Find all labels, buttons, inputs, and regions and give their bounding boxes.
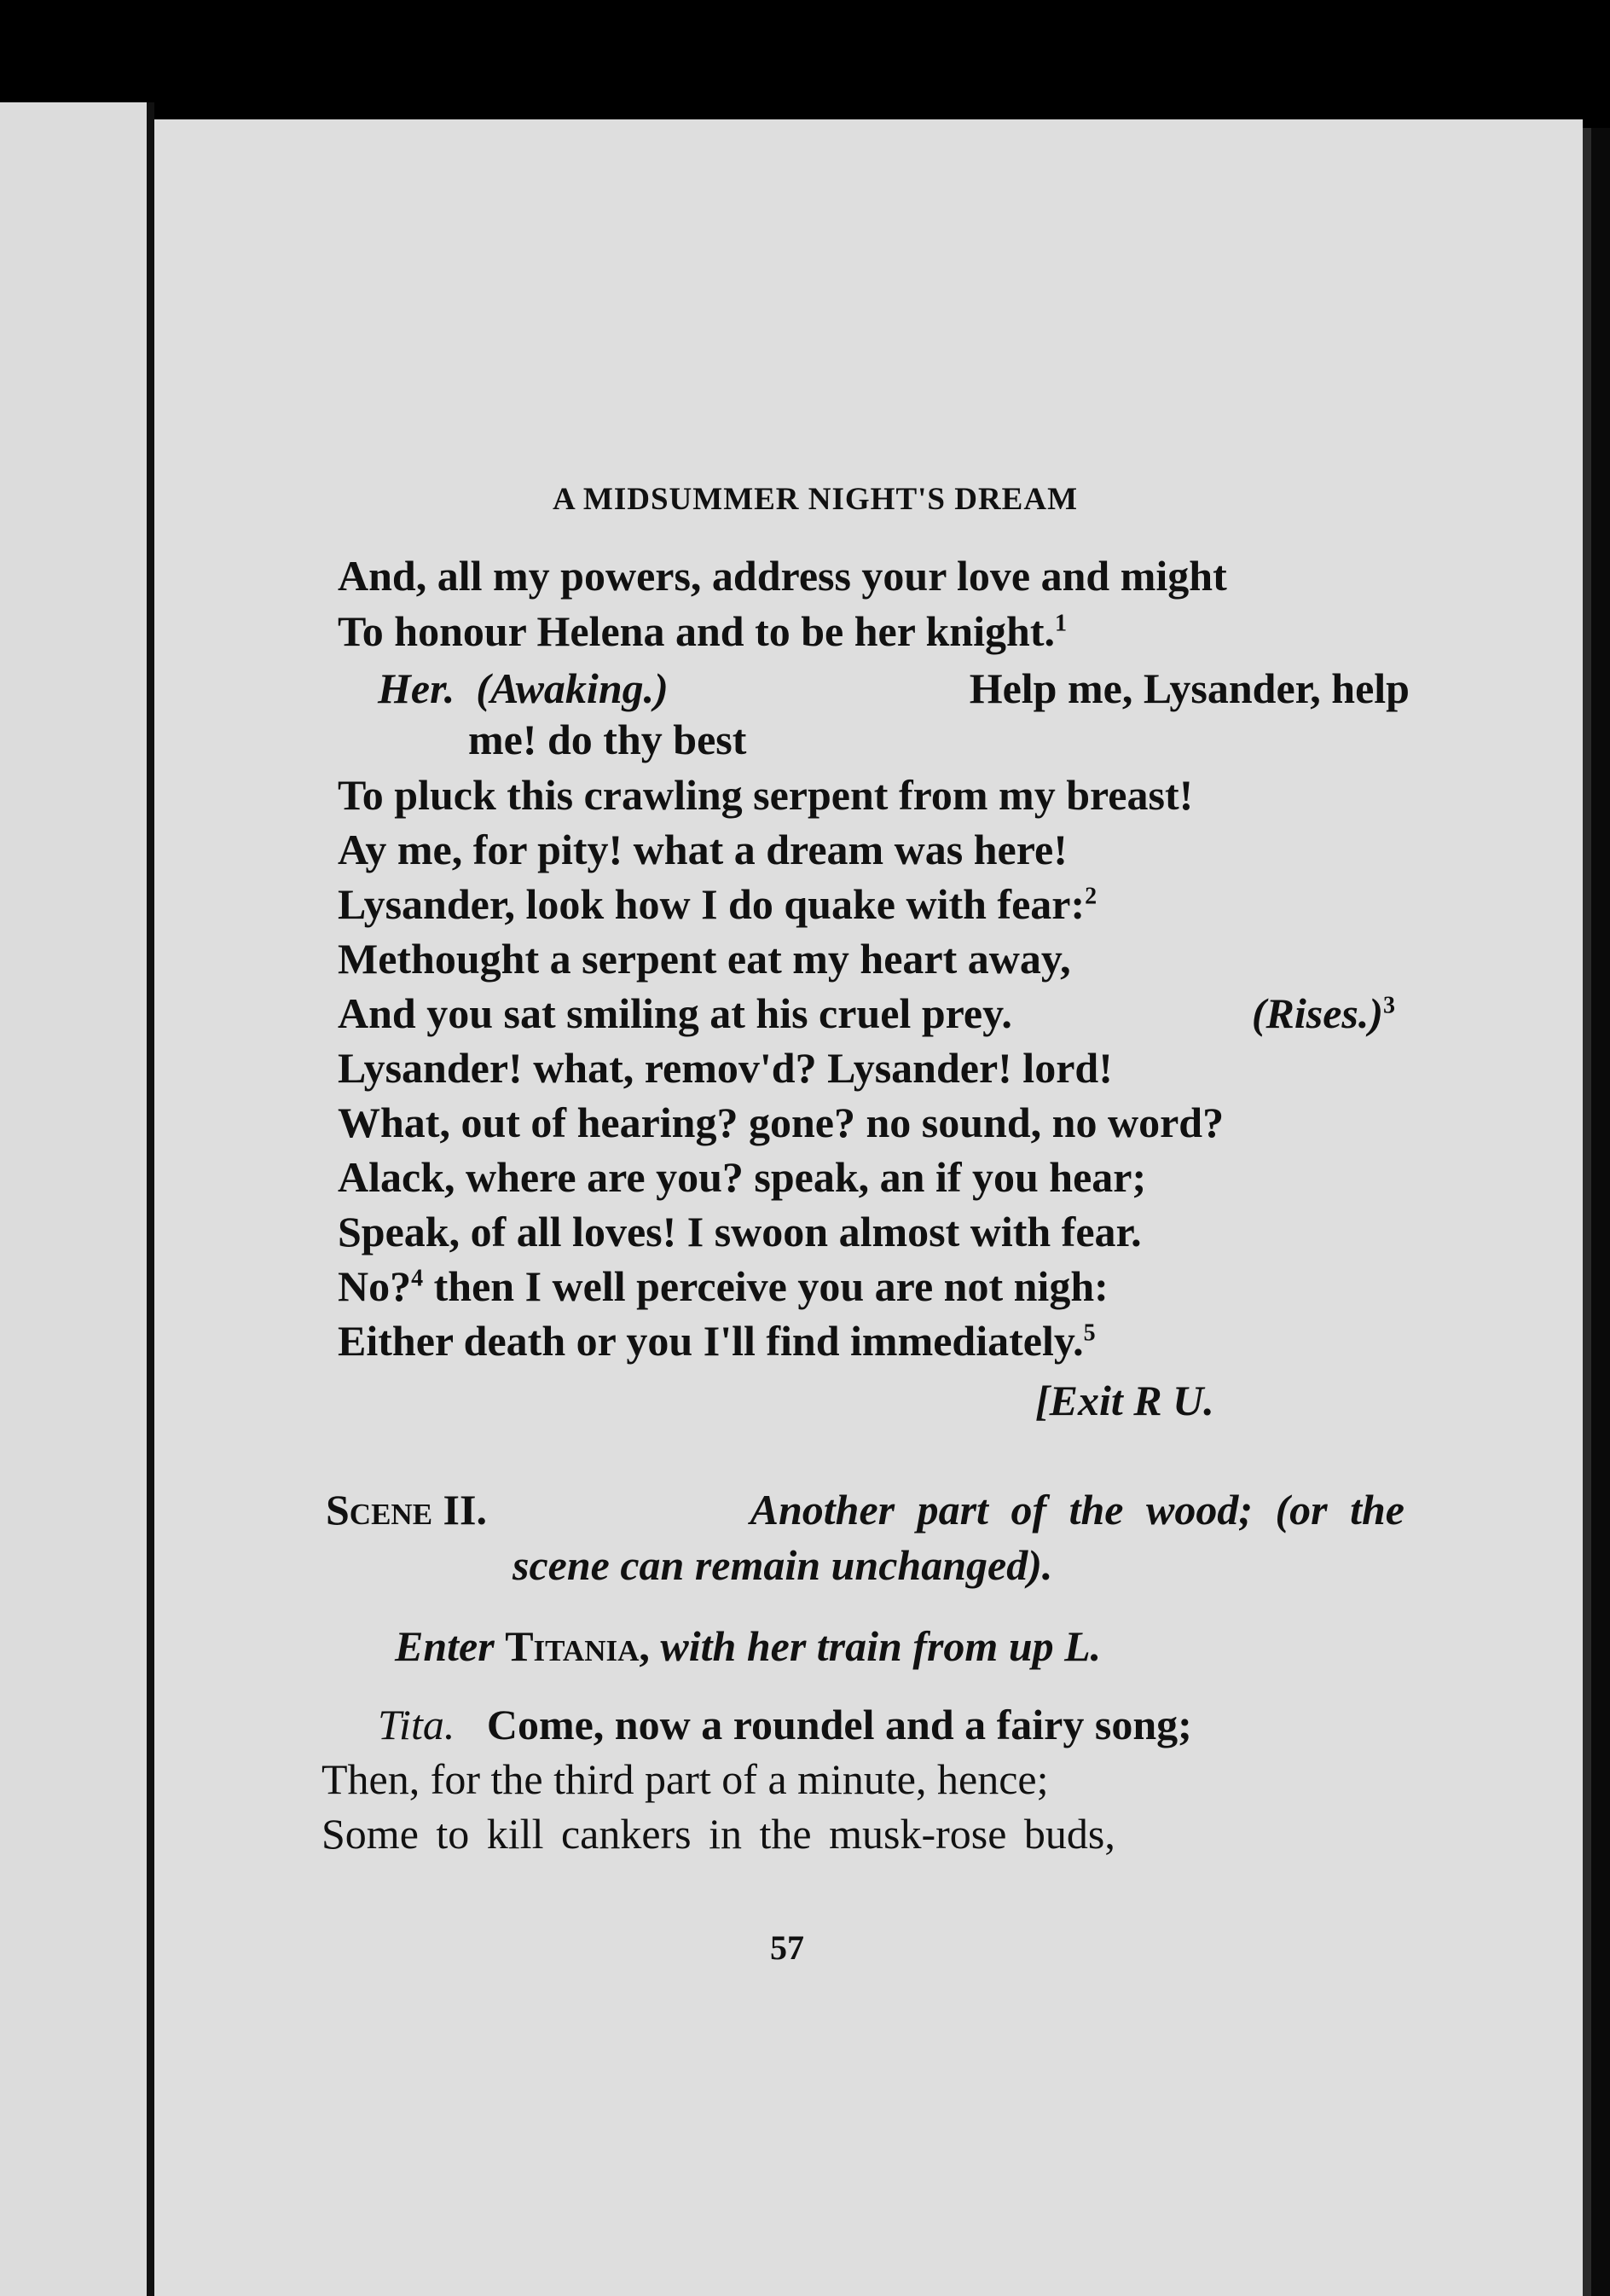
verse-line: me! do thy best (468, 716, 747, 763)
stage-direction: (Awaking.) (476, 664, 669, 712)
stage-direction: (Rises.) (1251, 989, 1383, 1037)
verse-line: And you sat smiling at his cruel prey. (Rises.)$^3$ (338, 989, 1395, 1037)
gutter-shadow (147, 102, 154, 2296)
verse-line: Either death or you I'll find immediately.$^5$ (338, 1317, 1096, 1365)
facing-page-edge (0, 102, 147, 2296)
character-name: Titania, (505, 1622, 650, 1670)
footnote-marker: 3 (1383, 992, 1395, 1019)
verse-line: Alack, where are you? speak, an if you hear; (338, 1153, 1147, 1201)
verse-line: Lysander! what, remov'd? Lysander! lord! (338, 1044, 1113, 1092)
footnote-marker: 1 (1054, 610, 1067, 637)
scene-label: Scene II. (326, 1486, 487, 1534)
scene-heading (326, 1484, 1404, 1535)
speech-line: Her. (Awaking.) Help me, Lysander, help (378, 664, 1410, 712)
page-edge-shadow (1583, 128, 1591, 2296)
verse-line: And, all my powers, address your love and might (338, 552, 1227, 600)
running-head: A MIDSUMMER NIGHT'S DREAM (553, 482, 1078, 517)
verse-line: What, out of hearing? gone? no sound, no word? (338, 1099, 1225, 1146)
verse-line: Ay me, for pity! what a dream was here! (338, 826, 1068, 873)
speech-line: Tita. Come, now a roundel and a fairy song; (378, 1701, 1192, 1748)
verse-line: To honour Helena and to be her knight.$^1$ (338, 607, 1067, 655)
scene-description-cont: scene can remain unchanged). (513, 1541, 1053, 1589)
verse-line: Lysander, look how I do quake with fear:$^2$ (338, 880, 1097, 928)
book-page (154, 119, 1583, 2296)
scene-description: Another part of the wood; (or the (750, 1486, 1404, 1534)
exit-direction: [Exit R U. (1035, 1377, 1214, 1424)
page-number: 57 (770, 1928, 804, 1967)
scan-border (1591, 128, 1610, 2296)
verse-line: To pluck this crawling serpent from my breast! (338, 771, 1194, 819)
verse-line: Speak, of all loves! I swoon almost with fear. (338, 1208, 1142, 1255)
footnote-marker: 5 (1083, 1319, 1096, 1347)
footnote-marker: 2 (1085, 883, 1097, 910)
speaker-name: Tita. (378, 1701, 455, 1748)
verse-line: No?$^4$ then I well perceive you are not nigh: (338, 1262, 1109, 1310)
footnote-marker: 4 (411, 1265, 424, 1292)
verse-line: Some to kill cankers in the musk-rose buds, (321, 1810, 1115, 1858)
speaker-name: Her. (378, 664, 455, 712)
verse-line: Methought a serpent eat my heart away, (338, 935, 1071, 983)
verse-line: Then, for the third part of a minute, hence; (321, 1755, 1049, 1803)
entrance-direction: Enter Titania, with her train from up L. (395, 1622, 1102, 1670)
